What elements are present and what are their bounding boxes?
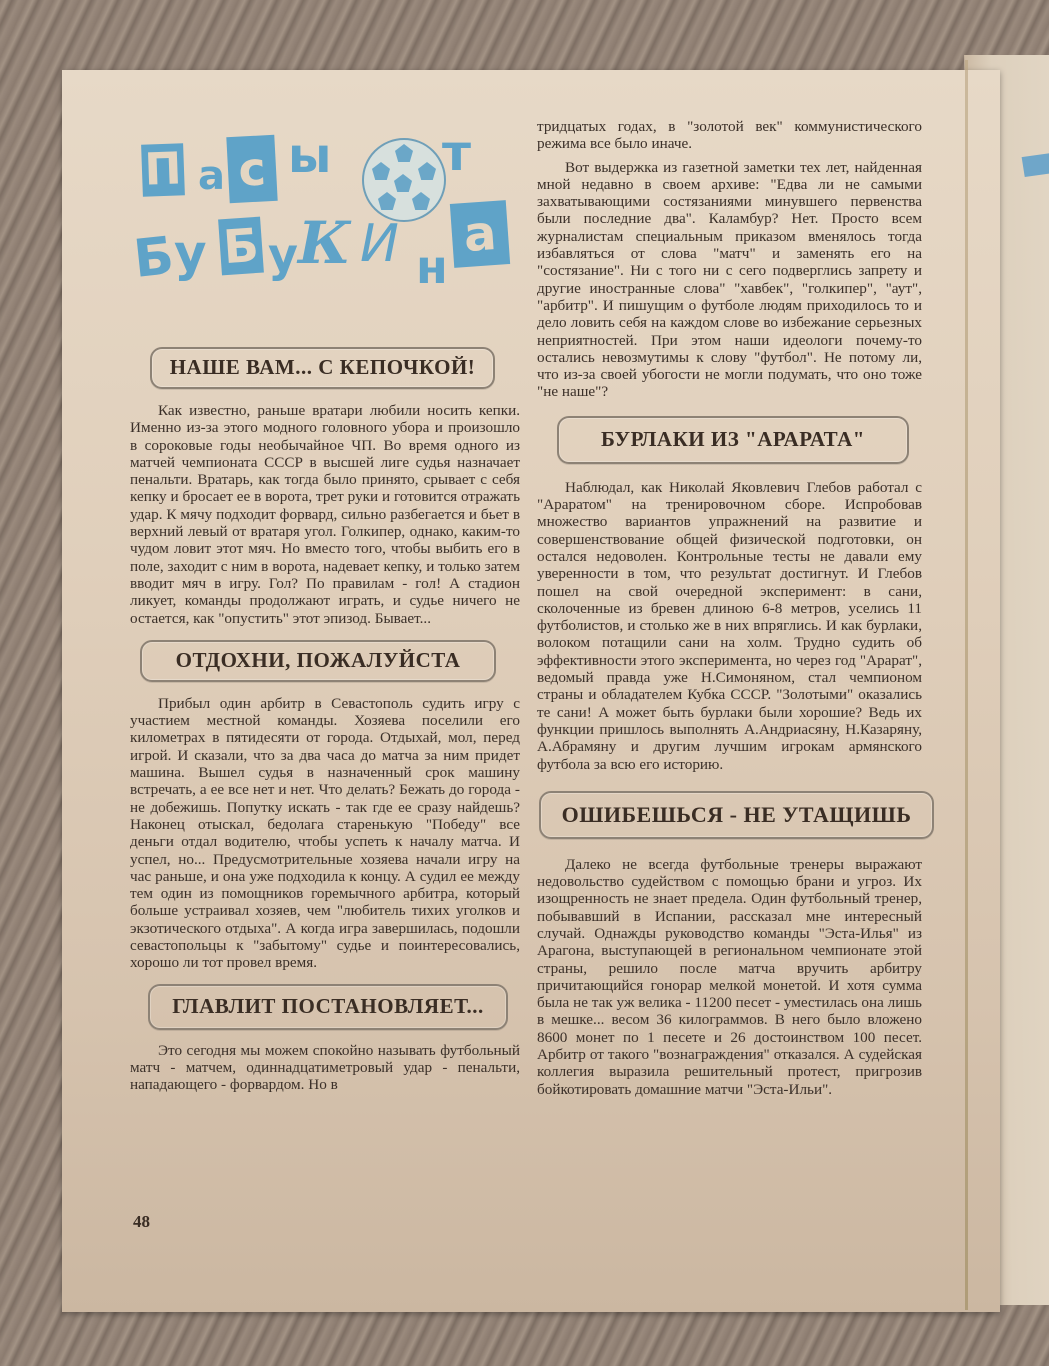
right-column bbox=[537, 118, 922, 1098]
title-letter: И bbox=[360, 214, 399, 274]
article-paragraph: тридцатых годах, в "золотой век" коммунистического режима все было иначе. bbox=[537, 118, 922, 153]
title-letter: К bbox=[298, 209, 351, 277]
heading-text: ОШИБЕШЬСЯ - НЕ УТАЩИШЬ bbox=[561, 802, 912, 828]
title-letter: а bbox=[198, 153, 225, 199]
left-column bbox=[130, 345, 520, 1094]
next-page-blue-mark bbox=[1022, 153, 1049, 177]
heading-text: БУРЛАКИ ИЗ "АРАРАТА" bbox=[601, 427, 865, 452]
section-heading-oshibeshsya bbox=[539, 791, 934, 839]
title-letter: у bbox=[268, 228, 298, 282]
title-letter: ы bbox=[288, 128, 332, 184]
soccer-ball-icon bbox=[362, 138, 446, 222]
article-paragraph: Наблюдал, как Николай Яковлевич Глебов работал с "Араратом" на тренировочном сборе. Испробовав множество вариантов упражнений на развитие и совершенствование общей физической подготовки, он остался недоволен. Контрольные тесты не давали ему уверенности в том, что результат достигнут. И Глебов пошел на свой очередной эксперимент: в сани, сколоченные из бревен длиною 6-8 метров, уселись 11 футболистов, и столько же в них впряглись. И как бурлаки, волоком потащили сани на холм. Трудно судить об эффективности этого эксперимента, но через год "Арарат", ведомый правда уже Н.Симоняном, стал чемпионом страны и обладателем Кубка СССР. "Золотыми" оказались те сани! А может быть бурлаки были хорошие? Ведь их функции пришлось выполнять А.Андриасяну, Н.Казаряну, А.Абрамяну и другим лучшим игрокам армянского футбола за всю его историю. bbox=[537, 478, 922, 773]
title-letter: с bbox=[226, 135, 277, 203]
section-heading-kepka bbox=[150, 347, 495, 389]
page-number: 48 bbox=[133, 1212, 150, 1231]
title-letter: Б bbox=[218, 217, 264, 276]
section-title-art bbox=[130, 110, 530, 300]
title-letter: Б bbox=[130, 226, 177, 290]
title-letter: т bbox=[442, 124, 471, 182]
article-paragraph: Это сегодня мы можем спокойно называть футбольный матч - матчем, одиннадцатиметровый удар - пенальти, нападающего - форвардом. Но в bbox=[130, 1041, 520, 1094]
article-paragraph: Прибыл один арбитр в Севастополь судить игру с участием местной команды. Хозяева поселили его километрах в пятидесяти от города. Отдыхай, мол, перед игрой. И сказали, что за два часа до матча за ним придет машина. Вышел судья в назначенный срок машину встречать, а ее все нет и нет. Что делать? Бежать до города - не добежишь. Попутку искать - так где ее сразу найдешь? Наконец отыскал, бедолага старенькую "Победу" все деньги отдал водителю, чтобы успеть к началу матча. И успел, но... Предусмотрительные хозяева начали игру на час раньше, и она уже подходила к концу. А судил ее между тем один из помощников горемычного арбитра, который больше устраивал хозяев, чем "любитель тихих уголков и экзотического отдыха". А когда игра завершилась, подошли севастопольцы к "забытому" судье и поинтересовались, хорошо ли тот провел время. bbox=[130, 694, 520, 972]
section-heading-glavlit bbox=[148, 984, 508, 1030]
heading-text: НАШЕ ВАМ... С КЕПОЧКОЙ! bbox=[169, 355, 476, 380]
heading-text: ГЛАВЛИТ ПОСТАНОВЛЯЕТ... bbox=[172, 993, 484, 1018]
article-paragraph: Вот выдержка из газетной заметки тех лет, найденная мной недавно в своем архиве: "Едва ли не самыми захватывающими состязаниями минувшего первенства были последние два". Каламбур? Нет. Просто всем журналистам специальным приказом вменялось тогда избавляться от слова "матч" и заменять его на "состязание". Ни с того ни с сего подверглись запрету и другие иностранные слова" "хавбек", "голкипер", "аут", "арбитр". И пишущим о футболе людям приходилось то и дело ловить себя на каждом слове во избежание серьезных неприятностей. При этом наши идеологи почему-то остались невозмутимы к слову "футбол". Не потому ли, что из-за своей убогости не могли подумать, что оно тоже "не наше"? bbox=[537, 158, 922, 401]
title-letter: П bbox=[141, 143, 185, 196]
section-heading-otdokhni bbox=[140, 640, 496, 682]
title-letter: а bbox=[450, 200, 510, 268]
article-paragraph: Далеко не всегда футбольные тренеры выражают недовольство судейством с помощью брани и угроз. Их изощренность не знает предела. Один футбольный тренер, побывавший в Испании, рассказал мне интересный случай. Однажды руководство команды "Эста-Илья" из Арагона, выступающей в региональном чемпионате этой страны, решило после матча вручить арбитру причитающийся гонорар мелкой монетой. И хотя сумма была не так уж велика - 11200 песет - уместилась она лишь в мешке... весом 36 килограммов. В него было вложено 8600 монет по 1 песете и 26 достоинством 100 песет. Арбитр от такого "вознаграждения" отказался. А судейская коллегия выразила решительный протест, пригрозив бойкотировать домашние матчи "Эста-Ильи". bbox=[537, 855, 922, 1098]
title-letter: н bbox=[416, 240, 448, 294]
section-heading-burlaki bbox=[557, 416, 909, 464]
article-paragraph: Как известно, раньше вратари любили носить кепки. Именно из-за этого модного головного убора и произошло в сороковые годы необычайное ЧП. Во время одного из матчей чемпионата СССР в высшей лиге судья назначает пенальти. Вратарь, как тогда было принято, срывает с себя кепку и бросает ее в ворота, трет руки и готовится отражать удар. К мячу подходит форвард, сильно разбегается и бьет в верхний левый от вратаря угол. Голкипер, однако, каким-то чудом ловит этот мяч. Но вместо того, чтобы выбить его в поле, заходит с ним в ворота, надевает кепку, и только затем вводит мяч в игру. Гол? По правилам - гол! А стадион ликует, команды продолжают играть, и судье ничего не остается, как "опустить" этот эпизод. Бывает... bbox=[130, 402, 520, 627]
title-letter: у bbox=[174, 224, 207, 282]
heading-text: ОТДОХНИ, ПОЖАЛУЙСТА bbox=[175, 648, 461, 673]
page-spine-crease bbox=[965, 60, 968, 1310]
